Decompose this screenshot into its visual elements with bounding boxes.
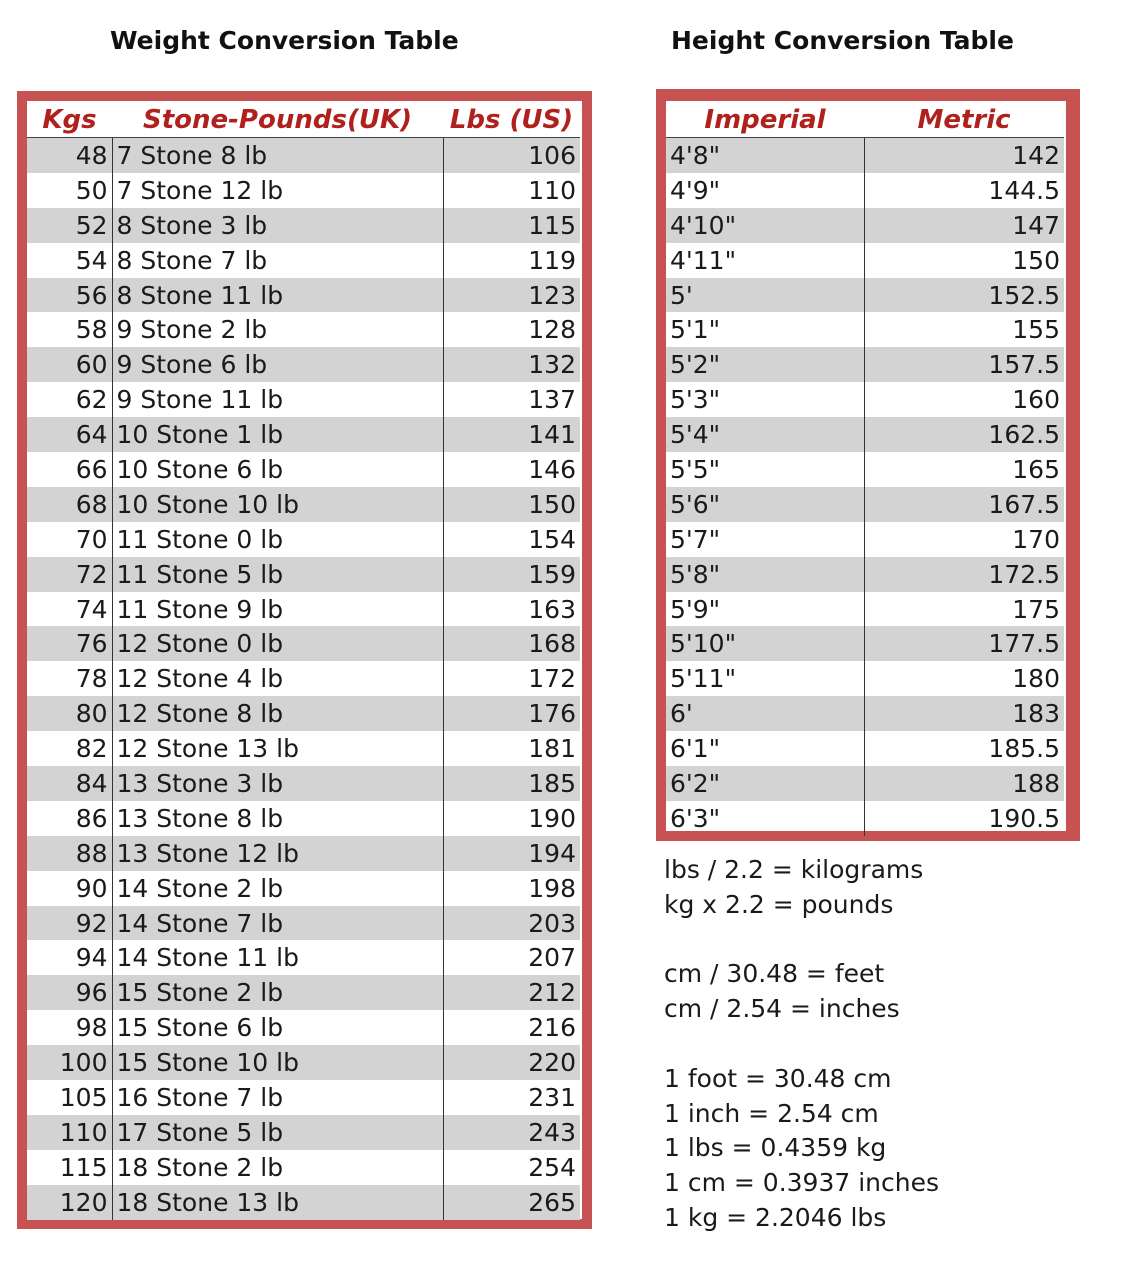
weight-table-row bbox=[27, 522, 580, 557]
stone-pounds-cell: 15 Stone 6 lb bbox=[112, 1010, 443, 1045]
kgs-cell: 82 bbox=[27, 731, 112, 766]
weight-table-row bbox=[27, 243, 580, 278]
height-table-row bbox=[666, 347, 1064, 382]
stone-pounds-cell: 18 Stone 13 lb bbox=[112, 1185, 443, 1220]
height-table-title: Height Conversion Table bbox=[671, 26, 1014, 55]
lbs-cell: 141 bbox=[443, 417, 580, 452]
imperial-cell: 5'2" bbox=[666, 347, 864, 382]
weight-header-row bbox=[27, 103, 580, 138]
metric-cell: 183 bbox=[864, 696, 1064, 731]
metric-cell: 160 bbox=[1012, 385, 1060, 415]
height-table-row bbox=[666, 731, 1064, 766]
kgs-cell: 66 bbox=[27, 452, 112, 487]
stone-pounds-cell: 14 Stone 2 lb bbox=[112, 871, 443, 906]
column-header-stone-pounds: Stone-Pounds(UK) bbox=[112, 103, 443, 138]
lbs-cell: 137 bbox=[528, 385, 576, 415]
lbs-cell: 185 bbox=[443, 766, 580, 801]
kgs-cell: 86 bbox=[27, 801, 112, 836]
weight-table-frame bbox=[17, 91, 592, 1229]
height-table-row bbox=[666, 801, 1064, 836]
kgs-cell: 54 bbox=[27, 243, 112, 278]
spacer bbox=[664, 923, 939, 958]
stone-pounds-cell: 14 Stone 11 lb bbox=[112, 940, 443, 975]
stone-pounds-cell: 17 Stone 5 lb bbox=[112, 1115, 443, 1150]
stone-pounds-cell: 12 Stone 0 lb bbox=[112, 626, 443, 661]
lbs-cell: 207 bbox=[528, 943, 576, 973]
formula-line: 1 cm = 0.3937 inches bbox=[664, 1168, 939, 1198]
weight-table-row bbox=[27, 975, 580, 1010]
lbs-cell: 106 bbox=[443, 138, 580, 173]
stone-pounds-cell: 15 Stone 10 lb bbox=[112, 1045, 443, 1080]
height-table-row bbox=[666, 243, 1064, 278]
lbs-cell: 194 bbox=[443, 836, 580, 871]
height-table-row bbox=[666, 487, 1064, 522]
metric-cell: 185.5 bbox=[988, 734, 1060, 764]
stone-pounds-cell: 8 Stone 11 lb bbox=[112, 278, 443, 313]
kgs-cell: 98 bbox=[27, 1010, 112, 1045]
lbs-cell: 216 bbox=[528, 1013, 576, 1043]
formula-line: 1 inch = 2.54 cm bbox=[664, 1098, 879, 1128]
stone-pounds-cell: 14 Stone 7 lb bbox=[112, 906, 443, 941]
kgs-cell: 115 bbox=[27, 1150, 112, 1185]
imperial-cell: 5'3" bbox=[666, 382, 864, 417]
imperial-cell: 4'10" bbox=[666, 208, 864, 243]
height-table-row bbox=[666, 766, 1064, 801]
stone-pounds-cell: 13 Stone 3 lb bbox=[112, 766, 443, 801]
kgs-cell: 96 bbox=[27, 975, 112, 1010]
weight-table-row bbox=[27, 906, 580, 941]
imperial-cell: 4'8" bbox=[666, 138, 864, 173]
stone-pounds-cell: 12 Stone 13 lb bbox=[112, 731, 443, 766]
kgs-cell: 94 bbox=[27, 940, 112, 975]
imperial-cell: 4'9" bbox=[666, 173, 864, 208]
column-header-metric: Metric bbox=[864, 103, 1064, 138]
weight-table-row bbox=[27, 871, 580, 906]
imperial-cell: 5'10" bbox=[666, 626, 864, 661]
conversion-formulas bbox=[664, 853, 939, 1236]
metric-cell: 180 bbox=[1012, 664, 1060, 694]
stone-pounds-cell: 11 Stone 5 lb bbox=[112, 557, 443, 592]
stone-pounds-cell: 7 Stone 8 lb bbox=[112, 138, 443, 173]
column-header-kgs: Kgs bbox=[27, 103, 112, 138]
imperial-cell: 5'11" bbox=[666, 661, 864, 696]
height-header-row bbox=[666, 103, 1064, 138]
lbs-cell: 231 bbox=[528, 1082, 576, 1112]
height-table-row bbox=[666, 452, 1064, 487]
lbs-cell: 163 bbox=[528, 594, 576, 624]
stone-pounds-cell: 10 Stone 1 lb bbox=[112, 417, 443, 452]
formula-line: 1 lbs = 0.4359 kg bbox=[664, 1133, 887, 1163]
height-table-row bbox=[666, 417, 1064, 452]
height-table-row bbox=[666, 173, 1064, 208]
metric-cell: 175 bbox=[1012, 594, 1060, 624]
formula-line: 1 kg = 2.2046 lbs bbox=[664, 1202, 887, 1232]
kgs-cell: 100 bbox=[27, 1045, 112, 1080]
weight-table-row bbox=[27, 278, 580, 313]
lbs-cell: 110 bbox=[528, 175, 576, 205]
lbs-cell: 154 bbox=[528, 524, 576, 554]
height-table-row bbox=[666, 522, 1064, 557]
weight-table-row bbox=[27, 1080, 580, 1115]
stone-pounds-cell: 9 Stone 6 lb bbox=[112, 347, 443, 382]
metric-cell: 144.5 bbox=[988, 175, 1060, 205]
weight-table-row bbox=[27, 417, 580, 452]
imperial-cell: 5'9" bbox=[666, 592, 864, 627]
stone-pounds-cell: 9 Stone 11 lb bbox=[112, 382, 443, 417]
weight-table-title: Weight Conversion Table bbox=[110, 26, 459, 55]
stone-pounds-cell: 11 Stone 0 lb bbox=[112, 522, 443, 557]
kgs-cell: 68 bbox=[27, 487, 112, 522]
kgs-cell: 110 bbox=[27, 1115, 112, 1150]
imperial-cell: 6'3" bbox=[666, 801, 864, 836]
height-table-row bbox=[666, 208, 1064, 243]
lbs-cell: 132 bbox=[443, 347, 580, 382]
imperial-cell: 5' bbox=[666, 278, 864, 313]
weight-table-row bbox=[27, 801, 580, 836]
column-header-imperial: Imperial bbox=[666, 103, 864, 138]
lbs-cell: 243 bbox=[443, 1115, 580, 1150]
weight-conversion-table bbox=[27, 103, 580, 1220]
lbs-cell: 172 bbox=[528, 664, 576, 694]
height-table-row bbox=[666, 557, 1064, 592]
imperial-cell: 5'5" bbox=[666, 452, 864, 487]
metric-cell: 165 bbox=[1012, 454, 1060, 484]
lbs-cell: 254 bbox=[528, 1152, 576, 1182]
height-table-row bbox=[666, 138, 1064, 173]
imperial-cell: 5'1" bbox=[666, 312, 864, 347]
kgs-cell: 52 bbox=[27, 208, 112, 243]
metric-cell: 142 bbox=[864, 138, 1064, 173]
stone-pounds-cell: 10 Stone 10 lb bbox=[112, 487, 443, 522]
stone-pounds-cell: 13 Stone 8 lb bbox=[112, 801, 443, 836]
imperial-cell: 4'11" bbox=[666, 243, 864, 278]
column-header-lbs: Lbs (US) bbox=[443, 103, 580, 138]
kgs-cell: 120 bbox=[27, 1185, 112, 1220]
metric-cell: 170 bbox=[1012, 524, 1060, 554]
lbs-cell: 190 bbox=[528, 803, 576, 833]
lbs-cell: 150 bbox=[443, 487, 580, 522]
weight-table-row bbox=[27, 696, 580, 731]
height-table-row bbox=[666, 312, 1064, 347]
metric-cell: 152.5 bbox=[864, 278, 1064, 313]
imperial-cell: 5'7" bbox=[666, 522, 864, 557]
weight-table-row bbox=[27, 347, 580, 382]
lbs-cell: 119 bbox=[528, 245, 576, 275]
lbs-cell: 212 bbox=[443, 975, 580, 1010]
imperial-cell: 5'8" bbox=[666, 557, 864, 592]
kgs-cell: 78 bbox=[27, 661, 112, 696]
height-table-frame bbox=[656, 89, 1080, 841]
stone-pounds-cell: 10 Stone 6 lb bbox=[112, 452, 443, 487]
lbs-cell: 123 bbox=[443, 278, 580, 313]
height-table-row bbox=[666, 278, 1064, 313]
stone-pounds-cell: 16 Stone 7 lb bbox=[112, 1080, 443, 1115]
imperial-cell: 6'1" bbox=[666, 731, 864, 766]
kgs-cell: 84 bbox=[27, 766, 112, 801]
metric-cell: 167.5 bbox=[864, 487, 1064, 522]
metric-cell: 147 bbox=[864, 208, 1064, 243]
kgs-cell: 56 bbox=[27, 278, 112, 313]
metric-cell: 150 bbox=[1012, 245, 1060, 275]
weight-table-row bbox=[27, 1115, 580, 1150]
height-table-row bbox=[666, 626, 1064, 661]
stone-pounds-cell: 8 Stone 3 lb bbox=[112, 208, 443, 243]
weight-table-row bbox=[27, 731, 580, 766]
kgs-cell: 88 bbox=[27, 836, 112, 871]
kgs-cell: 70 bbox=[27, 522, 112, 557]
metric-cell: 162.5 bbox=[864, 417, 1064, 452]
weight-table-row bbox=[27, 138, 580, 173]
kgs-cell: 92 bbox=[27, 906, 112, 941]
height-table-row bbox=[666, 592, 1064, 627]
metric-cell: 188 bbox=[864, 766, 1064, 801]
metric-cell: 155 bbox=[1012, 315, 1060, 345]
weight-table-row bbox=[27, 626, 580, 661]
lbs-cell: 128 bbox=[528, 315, 576, 345]
metric-cell: 177.5 bbox=[864, 626, 1064, 661]
imperial-cell: 5'6" bbox=[666, 487, 864, 522]
formula-line: kg x 2.2 = pounds bbox=[664, 889, 894, 919]
metric-cell: 157.5 bbox=[864, 347, 1064, 382]
weight-table-row bbox=[27, 592, 580, 627]
imperial-cell: 6' bbox=[666, 696, 864, 731]
kgs-cell: 72 bbox=[27, 557, 112, 592]
stone-pounds-cell: 13 Stone 12 lb bbox=[112, 836, 443, 871]
height-table-row bbox=[666, 661, 1064, 696]
lbs-cell: 265 bbox=[443, 1185, 580, 1220]
kgs-cell: 80 bbox=[27, 696, 112, 731]
weight-table-row bbox=[27, 487, 580, 522]
kgs-cell: 58 bbox=[27, 312, 112, 347]
weight-table-row bbox=[27, 836, 580, 871]
height-conversion-table bbox=[666, 103, 1064, 836]
weight-table-row bbox=[27, 940, 580, 975]
weight-table-row bbox=[27, 173, 580, 208]
height-table-row bbox=[666, 696, 1064, 731]
formula-line: 1 foot = 30.48 cm bbox=[664, 1063, 892, 1093]
weight-table-row bbox=[27, 661, 580, 696]
weight-table-row bbox=[27, 1010, 580, 1045]
weight-table-row bbox=[27, 766, 580, 801]
metric-cell: 172.5 bbox=[864, 557, 1064, 592]
kgs-cell: 90 bbox=[27, 871, 112, 906]
lbs-cell: 146 bbox=[528, 454, 576, 484]
stone-pounds-cell: 12 Stone 8 lb bbox=[112, 696, 443, 731]
imperial-cell: 6'2" bbox=[666, 766, 864, 801]
weight-table-row bbox=[27, 382, 580, 417]
kgs-cell: 60 bbox=[27, 347, 112, 382]
weight-table-row bbox=[27, 557, 580, 592]
lbs-cell: 198 bbox=[528, 873, 576, 903]
metric-cell: 190.5 bbox=[988, 803, 1060, 833]
lbs-cell: 176 bbox=[443, 696, 580, 731]
weight-table-row bbox=[27, 1150, 580, 1185]
height-table-row bbox=[666, 382, 1064, 417]
weight-table-row bbox=[27, 1185, 580, 1220]
stone-pounds-cell: 18 Stone 2 lb bbox=[112, 1150, 443, 1185]
stone-pounds-cell: 11 Stone 9 lb bbox=[112, 592, 443, 627]
formula-line: cm / 2.54 = inches bbox=[664, 994, 900, 1024]
imperial-cell: 5'4" bbox=[666, 417, 864, 452]
kgs-cell: 62 bbox=[27, 382, 112, 417]
lbs-cell: 203 bbox=[443, 906, 580, 941]
stone-pounds-cell: 9 Stone 2 lb bbox=[112, 312, 443, 347]
lbs-cell: 159 bbox=[443, 557, 580, 592]
lbs-cell: 168 bbox=[443, 626, 580, 661]
lbs-cell: 181 bbox=[528, 734, 576, 764]
stone-pounds-cell: 12 Stone 4 lb bbox=[112, 661, 443, 696]
kgs-cell: 50 bbox=[27, 173, 112, 208]
lbs-cell: 115 bbox=[443, 208, 580, 243]
stone-pounds-cell: 15 Stone 2 lb bbox=[112, 975, 443, 1010]
kgs-cell: 74 bbox=[27, 592, 112, 627]
weight-table-row bbox=[27, 1045, 580, 1080]
formula-line: cm / 30.48 = feet bbox=[664, 959, 885, 989]
lbs-cell: 220 bbox=[443, 1045, 580, 1080]
kgs-cell: 76 bbox=[27, 626, 112, 661]
kgs-cell: 64 bbox=[27, 417, 112, 452]
weight-table-row bbox=[27, 208, 580, 243]
weight-table-row bbox=[27, 312, 580, 347]
stone-pounds-cell: 8 Stone 7 lb bbox=[112, 243, 443, 278]
kgs-cell: 48 bbox=[27, 138, 112, 173]
formula-line: lbs / 2.2 = kilograms bbox=[664, 855, 924, 884]
stone-pounds-cell: 7 Stone 12 lb bbox=[112, 173, 443, 208]
spacer bbox=[664, 1027, 939, 1062]
weight-table-row bbox=[27, 452, 580, 487]
kgs-cell: 105 bbox=[27, 1080, 112, 1115]
